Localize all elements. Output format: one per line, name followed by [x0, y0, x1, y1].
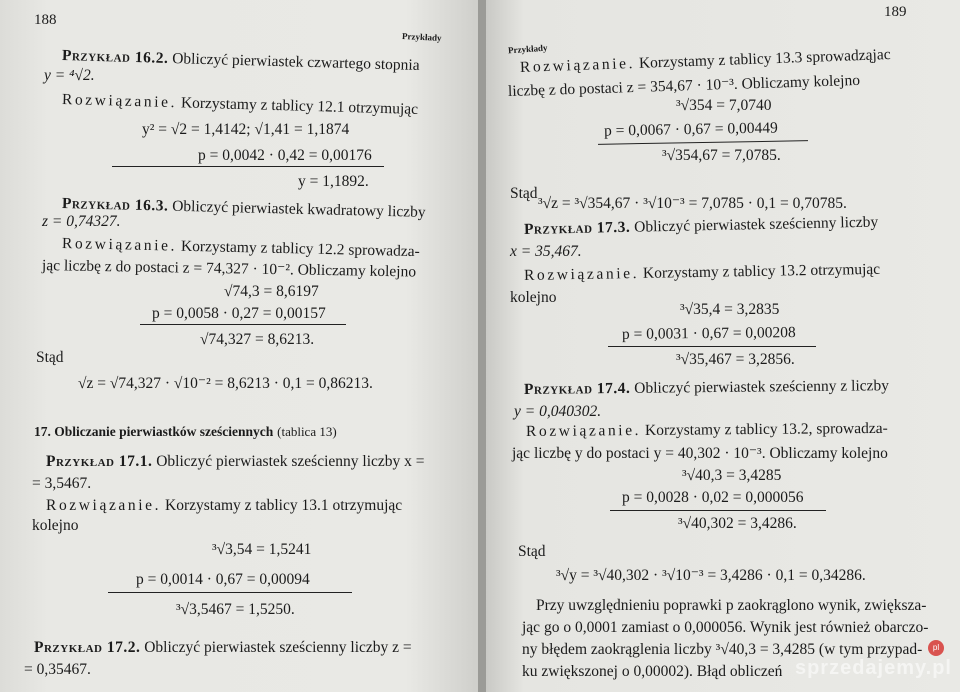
result-line: ³√y = ³√40,302 · ³√10⁻³ = 3,4286 · 0,1 = 0,34286. — [556, 567, 866, 584]
formula-line: ³√354 = 7,0740 — [676, 97, 772, 114]
formula-result: ³√3,5467 = 1,5250. — [176, 601, 295, 618]
example-16-3-equation: z = 0,74327. — [42, 213, 121, 230]
formula-line: p = 0,0042 · 0,42 = 0,00176 — [198, 147, 372, 164]
solution-17-2-cont: liczbę z do postaci z = 354,67 · 10⁻³. Obliczamy kolejno — [507, 71, 861, 100]
running-head: Przykłady — [401, 30, 442, 44]
formula-line: √74,3 = 8,6197 — [224, 283, 319, 300]
section-heading: 17. Obliczanie pierwiastków sześciennych (tablica 13) — [34, 424, 337, 439]
sum-rule — [112, 166, 384, 167]
left-page — [0, 0, 478, 692]
page-number: 188 — [34, 12, 57, 28]
right-page — [486, 0, 960, 692]
formula-result: √74,327 = 8,6213. — [200, 331, 315, 348]
running-head: Przykłady — [507, 42, 548, 56]
solution-17-4-cont: jąc liczbę y do postaci y = 40,302 · 10⁻³. Obliczamy kolejno — [512, 445, 888, 462]
formula-line: p = 0,0014 · 0,67 = 0,00094 — [136, 571, 310, 588]
solution-17-1: Rozwiązanie. Korzystamy z tablicy 13.1 otrzymując — [46, 497, 403, 514]
paragraph-line: Przy uwzględnieniu poprawki p zaokrąglono wynik, zwiększa- — [536, 597, 927, 614]
solution-16-3: Rozwiązanie. Korzystamy z tablicy 12.2 sprowadza- — [61, 235, 420, 261]
example-16-3: Przykład 16.3. Obliczyć pierwiastek kwadratowy liczby — [61, 195, 426, 221]
paragraph-line: ny błędem zaokrąglenia liczby ³√40,3 = 3,4285 (w tym przypad- — [522, 641, 923, 658]
formula-result: y = 1,1892. — [298, 173, 369, 190]
formula-line: ³√35,4 = 3,2835 — [680, 301, 780, 318]
example-17-3: Przykład 17.3. Obliczyć pierwiastek sześcienny liczby — [523, 213, 879, 238]
sum-rule — [108, 592, 352, 593]
formula-result: ³√354,67 = 7,0785. — [662, 147, 781, 164]
formula-line: p = 0,0031 · 0,67 = 0,00208 — [621, 324, 796, 343]
paragraph-line: ku zwiększonej o 0,00002). Błąd obliczeń — [522, 663, 783, 680]
page-number: 189 — [884, 4, 907, 20]
example-17-4: Przykład 17.4. Obliczyć pierwiastek sześcienny z liczby — [523, 377, 890, 398]
solution-16-2: Rozwiązanie. Korzystamy z tablicy 12.1 otrzymując — [61, 91, 419, 118]
sum-rule — [610, 510, 826, 511]
example-17-2: Przykład 17.2. Obliczyć pierwiastek sześcienny liczby z = — [34, 639, 412, 656]
solution-17-2: Rozwiązanie. Korzystamy z tablicy 13.3 sprowadząjac — [519, 46, 891, 76]
solution-16-3-cont: jąc liczbę z do postaci z = 74,327 · 10⁻². Obliczamy kolejno — [41, 257, 417, 281]
sum-rule — [140, 324, 346, 325]
stad-label: Stąd — [36, 349, 64, 366]
example-17-3-equation: x = 35,467. — [510, 243, 582, 260]
formula-result: ³√35,467 = 3,2856. — [676, 351, 795, 368]
result-line: ³√z = ³√354,67 · ³√10⁻³ = 7,0785 · 0,1 = 0,70785. — [538, 195, 847, 212]
paragraph-line: jąc go o 0,0001 zamiast o 0,000056. Wynik jest również obarczo- — [522, 619, 929, 636]
stad-label: Stąd — [518, 543, 546, 560]
sum-rule — [608, 346, 816, 347]
watermark-logo-icon: pl — [928, 640, 944, 656]
example-17-2-equation: = 0,35467. — [24, 661, 91, 678]
formula-line: p = 0,0058 · 0,27 = 0,00157 — [152, 305, 326, 322]
example-17-4-equation: y = 0,040302. — [514, 403, 602, 420]
formula-line: ³√3,54 = 1,5241 — [212, 541, 312, 558]
formula-line: p = 0,0028 · 0,02 = 0,000056 — [622, 489, 804, 506]
kolejno-label: kolejno — [510, 289, 557, 306]
example-16-2-equation: y = ⁴√2. — [44, 67, 95, 84]
example-17-1: Przykład 17.1. Obliczyć pierwiastek sześcienny liczby x = — [46, 453, 425, 470]
formula-line: y² = √2 = 1,4142; √1,41 = 1,1874 — [142, 121, 350, 138]
formula-line: p = 0,0067 · 0,67 = 0,00449 — [603, 119, 778, 140]
watermark: sprzedajemy.pl — [794, 657, 952, 679]
book-gutter — [478, 0, 486, 692]
example-17-1-equation: = 3,5467. — [32, 475, 92, 492]
formula-line: ³√40,3 = 3,4285 — [682, 467, 782, 484]
solution-17-4: Rozwiązanie. Korzystamy z tablicy 13.2, sprowadza- — [525, 419, 888, 440]
stad-label: Stąd — [510, 185, 538, 202]
kolejno-label: kolejno — [32, 517, 79, 534]
sum-rule — [598, 140, 808, 145]
solution-17-3: Rozwiązanie. Korzystamy z tablicy 13.2 otrzymując — [523, 260, 881, 284]
example-16-2: Przykład 16.2. Obliczyć pierwiastek czwartego stopnia — [61, 47, 420, 74]
result-line: √z = √74,327 · √10⁻² = 8,6213 · 0,1 = 0,86213. — [78, 375, 373, 392]
formula-result: ³√40,302 = 3,4286. — [678, 515, 797, 532]
